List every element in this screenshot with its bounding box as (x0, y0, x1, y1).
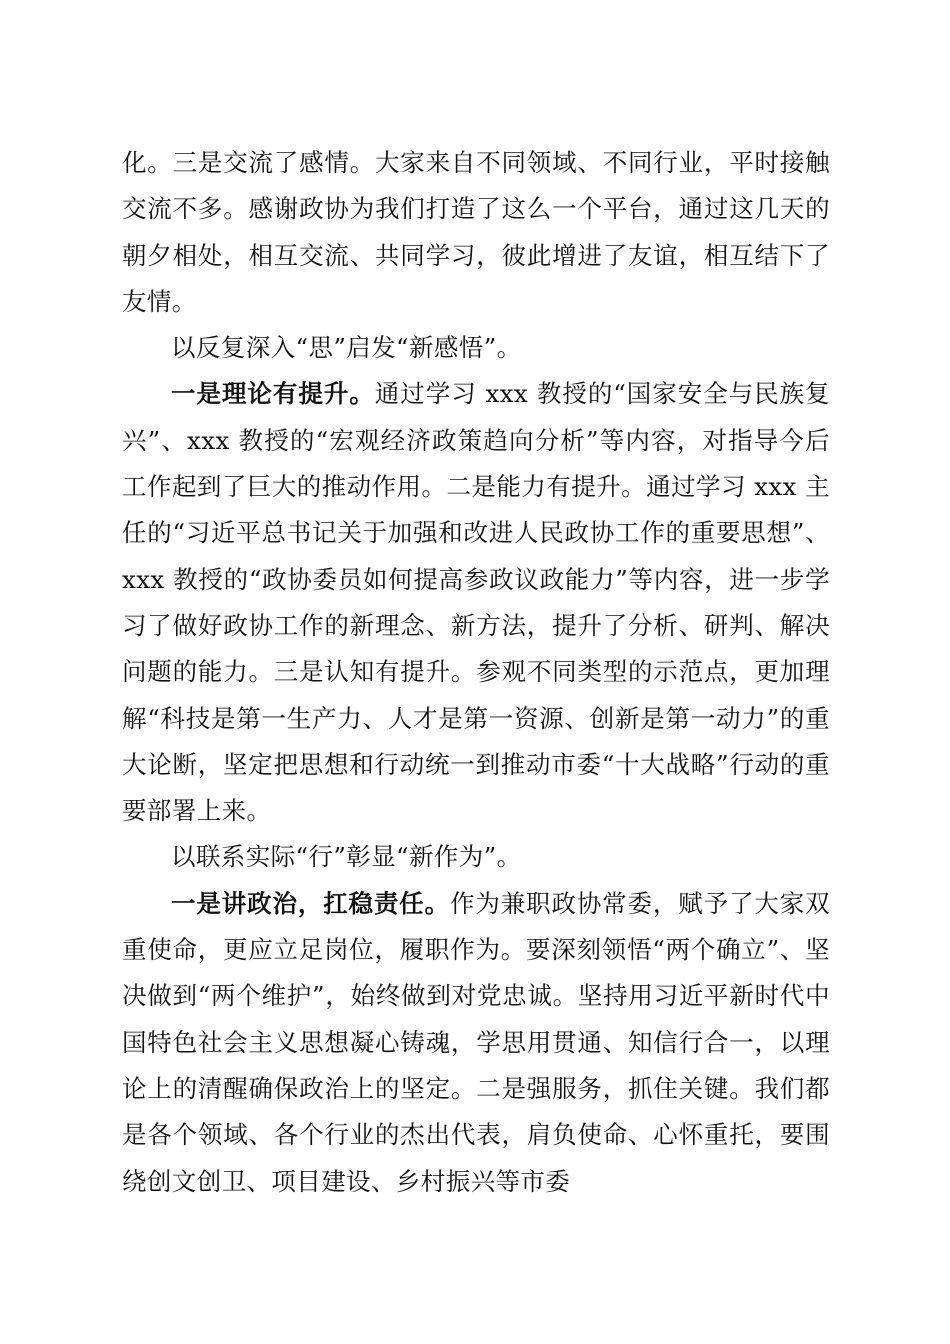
bold-lead-text: 一是讲政治，扛稳责任。 (171, 888, 450, 918)
paragraph-text: 作为兼职政协常委，赋予了大家双重使命，更应立足岗位，履职作为。要深刻领悟“两个确立”、坚决做到“两个维护”，始终做到对党忠诚。坚持用习近平新时代中国特色社会主义思想凝心铸魂，学思用贯通、知信行合一，以理论上的清醒确保政治上的坚定。二是强服务，抓住关键。我们都是各个领域、各个行业的杰出代表，肩负使命、心怀重托，要围绕创文创卫、项目建设、乡村振兴等市委 (122, 888, 830, 1196)
paragraph-theory-improvement (122, 371, 830, 834)
paragraph-exchange-feelings (122, 140, 830, 325)
heading-new-insights (122, 325, 830, 371)
paragraph-politics-responsibility (122, 881, 830, 1205)
paragraph-text: 通过学习 xxx 教授的“国家安全与民族复兴”、xxx 教授的“宏观经济政策趋向分析”等内容，对指导今后工作起到了巨大的推动作用。二是能力有提升。通过学习 xxx 主任的“习近平总书记关于加强和改进人民政协工作的重要思想”、xxx 教授的“政协委员如何提高参政议政能力”等内容，进一步学习了做好政协工作的新理念、新方法，提升了分析、研判、解决问题的能力。三是认知有提升。参观不同类型的示范点，更加理解“科技是第一生产力、人才是第一资源、创新是第一动力”的重大论断，坚定把思想和行动统一到推动市委“十大战略”行动的重要部署上来。 (122, 379, 831, 826)
section-heading-text: 以反复深入“思”启发“新感悟”。 (171, 333, 522, 363)
heading-new-actions (122, 834, 830, 880)
body-text (122, 140, 830, 1205)
bold-lead-text: 一是理论有提升。 (171, 379, 375, 409)
paragraph-text: 化。三是交流了感情。大家来自不同领域、不同行业，平时接触交流不多。感谢政协为我们打造了这么一个平台，通过这几天的朝夕相处，相互交流、共同学习，彼此增进了友谊，相互结下了友情。 (122, 148, 830, 316)
section-heading-text: 以联系实际“行”彰显“新作为”。 (171, 842, 522, 872)
